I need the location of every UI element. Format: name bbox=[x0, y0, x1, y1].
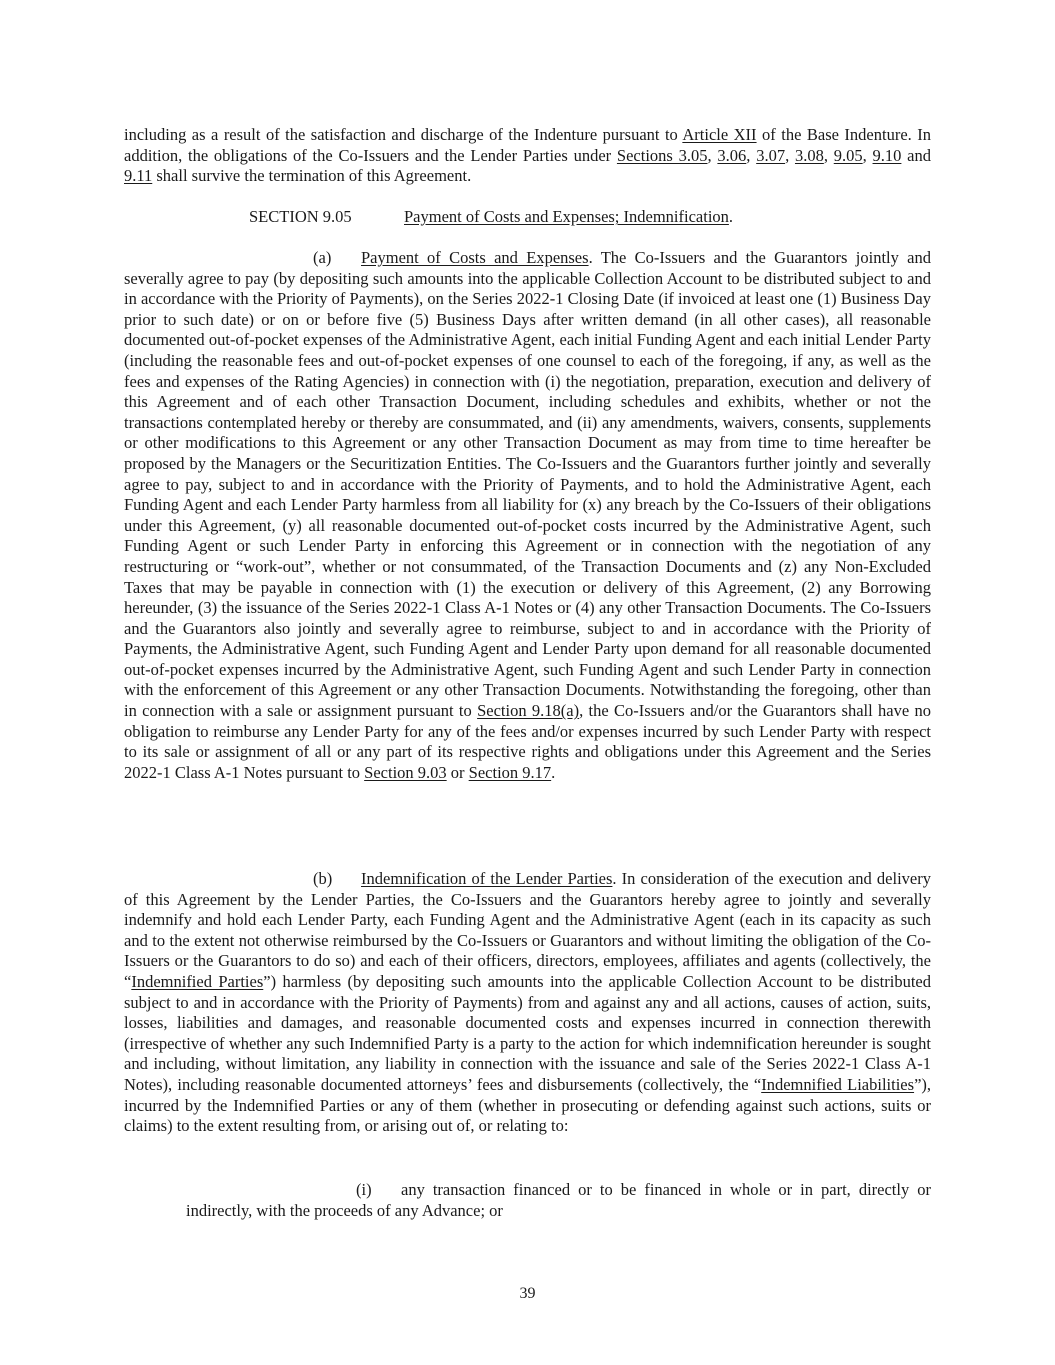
item-i: (i) any transaction financed or to be financed in whole or in part, directly or indirectly, with the proceeds of any Advance; or bbox=[186, 1180, 931, 1220]
item-i-label: (i) bbox=[356, 1180, 372, 1199]
section-title: Payment of Costs and Expenses; Indemnification bbox=[404, 207, 729, 226]
paragraph-a-title: Payment of Costs and Expenses bbox=[361, 248, 589, 267]
paragraph-b-label: (b) bbox=[313, 869, 333, 888]
xref-section-3-07: 3.07 bbox=[756, 145, 786, 165]
xref-article-xii: Article XII bbox=[682, 125, 757, 144]
xref-section-3-06: 3.06 bbox=[717, 145, 747, 165]
section-number: SECTION 9.05 bbox=[249, 207, 352, 226]
defined-term-indemnified-parties: Indemnified Parties bbox=[131, 971, 264, 991]
section-heading: SECTION 9.05 Payment of Costs and Expenses; Indemnification. bbox=[249, 207, 734, 226]
xref-section-3-08: 3.08 bbox=[794, 145, 824, 165]
xref-section-9-03: Section 9.03 bbox=[364, 762, 447, 782]
paragraph-survival: including as a result of the satisfaction and discharge of the Indenture pursuant to Article XII of the Base Indenture. In addition, the obligations of the Co-Issuers and the Lender Parties under Sections 3.05, 3.06, 3.07, 3.08, 9.05, 9.10 and 9.11 shall survive the termination of this Agreement. bbox=[124, 125, 932, 186]
xref-section-9-05: 9.05 bbox=[833, 145, 863, 165]
paragraph-b-title: Indemnification of the Lender Parties bbox=[361, 869, 613, 888]
xref-section-9-11: 9.11 bbox=[124, 166, 153, 186]
xref-section-9-17: Section 9.17 bbox=[468, 762, 552, 782]
xref-section-3-05: Sections 3.05 bbox=[616, 145, 708, 165]
paragraph-a: (a) Payment of Costs and Expenses. The Co-Issuers and the Guarantors jointly and severally agree to pay (by depositing such amounts into the applicable Collection Account to be distributed subject to and in accordance with the Priority of Payments), on the Series 2022-1 Closing Date (if invoiced at least one (1) Business Day prior to such date) or on or before five (5) Business Days after written demand (in all other cases), all reasonable documented out-of-pocket expenses of the Administrative Agent, each initial Funding Agent and each initial Lender Party (including the reasonable fees and out-of-pocket expenses of one counsel to each of the foregoing, if any, as well as the fees and expenses of the Rating Agencies) in connection with (i) the negotiation, preparation, execution and delivery of this Agreement and of each other Transaction Document, including schedules and exhibits, whether or not the transactions contemplated hereby or thereby are consummated, and (ii) any amendments, waivers, consents, supplements or other modifications to this Agreement or any other Transaction Document as may from time to time hereafter be proposed by the Managers or the Securitization Entities. The Co-Issuers and the Guarantors further jointly and severally agree to pay, subject to and in accordance with the Priority of Payments, and to hold the Administrative Agent, each Funding Agent and each Lender Party harmless from all liability for (x) any breach by the Co-Issuers of their obligations under this Agreement, (y) all reasonable documented out-of-pocket costs incurred by the Administrative Agent, such Funding Agent or such Lender Party in enforcing this Agreement or in connection with the negotiation of any restructuring or “work-out”, whether or not consummated, of the Transaction Documents and (z) any Non-Excluded Taxes that may be payable in connection with (1) the execution or delivery of this Agreement, (2) any Borrowing hereunder, (3) the issuance of the Series 2022-1 Class A-1 Notes or (4) any other Transaction Documents. The Co-Issuers and the Guarantors also jointly and severally agree to reimburse, subject to and in accordance with the Priority of Payments, the Administrative Agent, such Funding Agent and Lender Party upon demand for all reasonable documented out-of-pocket expenses incurred by the Administrative Agent, such Funding Agent and such Lender Party in connection with the enforcement of this Agreement or any other Transaction Documents. Notwithstanding the foregoing, other than in connection with a sale or assignment pursuant to Section 9.18(a), the Co-Issuers and/or the Guarantors shall have no obligation to reimburse any Lender Party for any of the fees and/or expenses incurred by such Lender Party with respect to its sale or assignment of all or any part of its respective rights and obligations under this Agreement and the Series 2022-1 Class A-1 Notes pursuant to Section 9.03 or Section 9.17. bbox=[124, 248, 931, 782]
paragraph-a-label: (a) bbox=[313, 248, 332, 267]
paragraph-b: (b) Indemnification of the Lender Parties. In consideration of the execution and delivery of this Agreement by the Lender Parties, the Co-Issuers and the Guarantors hereby agree to jointly and severally indemnify and hold each Lender Party, each Funding Agent and the Administrative Agent (each in its capacity as such and to the extent not otherwise reimbursed by the Co-Issuers or Guarantors and without limiting the obligation of the Co-Issuers or the Guarantors to do so) and each of their officers, directors, employees, affiliates and agents (collectively, the “Indemnified Parties”) harmless (by depositing such amounts into the applicable Collection Account to be distributed subject to and in accordance with the Priority of Payments) from and against any and all actions, causes of action, suits, losses, liabilities and damages, and reasonable documented costs and expenses incurred in connection therewith (irrespective of whether any such Indemnified Party is a party to the action for which indemnification hereunder is sought and including, without limitation, any liability in connection with the issuance and sale of the Series 2022-1 Class A-1 Notes), including reasonable documented attorneys’ fees and disbursements (collectively, the “Indemnified Liabilities”), incurred by the Indemnified Parties or any of them (whether in prosecuting or defending against such actions, suits or claims) to the extent resulting from, or arising out of, or relating to: bbox=[124, 869, 932, 1136]
xref-section-9-18a: Section 9.18(a) bbox=[477, 701, 580, 721]
defined-term-indemnified-liabilities: Indemnified Liabilities bbox=[761, 1074, 915, 1094]
page-number: 39 bbox=[519, 1285, 536, 1302]
xref-section-9-10: 9.10 bbox=[872, 145, 902, 165]
